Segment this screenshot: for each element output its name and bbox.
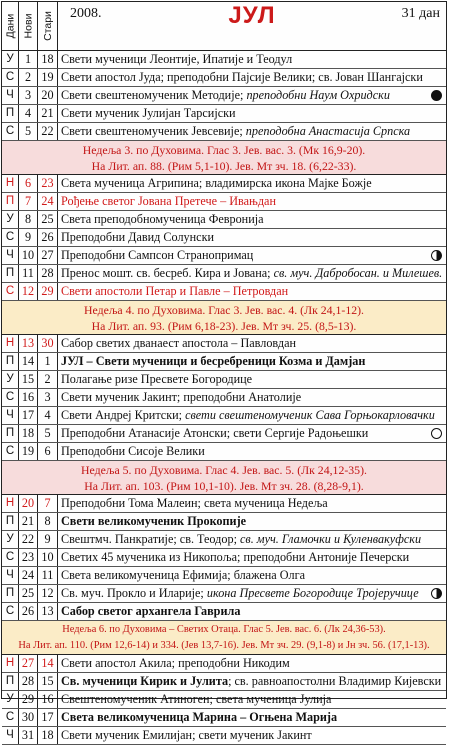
saint-text [58,567,446,584]
day-row [2,353,446,371]
saint-text-part: Сабор светих дванаест апостола – Павловдан [61,336,297,350]
new-date-cell: 15 [19,371,38,388]
old-date-cell: 5 [38,425,58,442]
saint-text-part: преподобни Наум Охридски [246,88,390,102]
day-row [2,567,446,585]
weekday-cell: С [2,443,19,460]
saint-text-part: Преподобни Тома Малеин; света мученица Недеља [61,496,328,510]
weekday-cell: С [2,69,19,86]
new-date-cell: 18 [19,425,38,442]
first-quarter-moon-icon [431,250,442,261]
old-date-cell: 4 [38,407,58,424]
saint-text [58,389,446,406]
weekday-cell: П [2,425,19,442]
day-row [2,229,446,247]
weekday-cell: Ч [2,567,19,584]
saint-text-part: св. муч. Дабробосан. и Милешев. [273,266,443,280]
new-date-cell: 23 [19,549,38,566]
saint-text-part: Св. муч. Прокло и Иларије; [61,586,207,600]
saint-text-part: Свети апостоли Петар и Павле – Петровдан [61,284,289,298]
weekday-cell: С [2,229,19,246]
new-date-cell: 6 [19,175,38,192]
new-date-cell: 21 [19,513,38,530]
saint-text-part: ; св. равноапостолни Владимир Кијевски [228,674,442,688]
weekday-cell: Ч [2,727,19,744]
old-date-cell: 13 [38,603,58,620]
week-readings-line-2: На Лит. ап. 88. (Рим 5,1-10). Јев. Мт зч. 18. (6,22-33). [91,159,357,173]
saint-text [58,691,446,708]
old-date-cell: 26 [38,229,58,246]
day-row [2,87,446,105]
old-style-column-header: Стари [38,2,58,50]
saint-text [58,603,446,620]
new-date-cell: 14 [19,353,38,370]
saint-text-part: Свештеномученик Атиноген; света мученица Јулија [61,692,332,706]
weekday-cell: Н [2,495,19,512]
saint-text-part: Свети мученик Јулијан Тарсијски [61,106,236,120]
new-date-cell: 2 [19,69,38,86]
saint-text [58,513,446,530]
old-date-cell: 7 [38,495,58,512]
new-date-cell: 20 [19,495,38,512]
old-date-cell: 22 [38,123,58,140]
saint-text [58,87,446,104]
new-date-cell: 9 [19,229,38,246]
old-date-cell: 18 [38,727,58,744]
saint-text-part: икона Пресвете Богородице Тројеручице [206,586,419,600]
days-column-header: Дани [2,2,19,50]
day-row [2,175,446,193]
old-date-cell: 6 [38,443,58,460]
week-readings-line-1: Недеља 6. по Духовима – Светих Отаца. Глас 5. Јев. вас. 6. (Лк 24,36-53). [62,624,386,635]
saint-text-part: свети свештеномученик Сава Горњокарловачки [185,408,435,422]
weekday-cell: П [2,193,19,210]
old-date-cell: 10 [38,549,58,566]
week-readings-line-2: На Лит. ап. 93. (Рим 6,18-23). Јев. Мт зч. 25. (8,5-13). [91,319,357,333]
weekday-cell: С [2,603,19,620]
new-date-cell: 27 [19,655,38,672]
old-date-cell: 9 [38,531,58,548]
saint-text-part: Пренос мошт. св. бесреб. Кира и Јована; [61,266,274,280]
weekday-cell: Н [2,655,19,672]
day-row [2,425,446,443]
week-readings-line-1: Недеља 4. по Духовима. Глас 3. Јев. вас. 4. (Лк 24,1-12). [83,303,365,317]
weekday-cell: С [2,389,19,406]
saint-text [58,655,446,672]
weekday-cell: С [2,283,19,300]
week-readings [2,461,446,495]
weekday-cell: П [2,585,19,602]
saint-text [58,585,446,602]
new-date-cell: 29 [19,691,38,708]
last-quarter-moon-icon [431,588,442,599]
new-date-cell: 22 [19,531,38,548]
weekday-cell: У [2,691,19,708]
saint-text-part: Преподобни Атанасије Атонски; свети Сергије Радоњешки [61,426,369,440]
new-date-cell: 5 [19,123,38,140]
day-row [2,371,446,389]
saint-text-part: Св. мученици Кирик и Јулита [61,674,229,688]
day-row [2,105,446,123]
weekday-cell: Ч [2,247,19,264]
saint-text [58,531,446,548]
new-date-cell: 3 [19,87,38,104]
saint-text [58,69,446,86]
day-row [2,69,446,87]
old-date-cell: 20 [38,87,58,104]
day-row [2,389,446,407]
old-date-cell: 14 [38,655,58,672]
new-date-cell: 30 [19,709,38,726]
week-readings-line-2: На Лит. ап. 103. (Рим 10,1-10). Јев. Мт зч. 28. (8,28-9,1). [84,479,364,493]
saint-text-part: Свети апостол Јуда; преподобни Пајсије Велики; св. Јован Шангајски [61,70,423,84]
saint-text-part: Свети свештеномученик Методије; [61,88,247,102]
day-row [2,691,446,709]
old-date-cell: 27 [38,247,58,264]
saint-text-part: Света мученица Агрипина; владимирска икона Мајке Божје [61,176,372,190]
new-date-cell: 11 [19,265,38,282]
day-row [2,247,446,265]
new-date-cell: 10 [19,247,38,264]
new-date-cell: 17 [19,407,38,424]
weekday-cell: П [2,353,19,370]
day-row [2,655,446,673]
new-date-cell: 4 [19,105,38,122]
saint-text-part: Сабор светог архангела Гаврила [61,604,241,618]
weekday-cell: У [2,211,19,228]
weekday-cell: У [2,531,19,548]
saint-text [58,247,446,264]
weekday-cell: У [2,371,19,388]
old-date-cell: 19 [38,69,58,86]
day-row [2,585,446,603]
old-date-cell: 25 [38,211,58,228]
saint-text-part: Свети апостол Акила; преподобни Никодим [61,656,290,670]
old-date-cell: 12 [38,585,58,602]
week-readings [2,301,446,335]
saint-text [58,443,446,460]
day-row [2,407,446,425]
saint-text-part: св. муч. Гламочки и Куленвакуфски [240,532,422,546]
new-date-cell: 26 [19,603,38,620]
saint-text [58,353,446,370]
day-row [2,495,446,513]
month-title: ЈУЛ [228,2,276,29]
new-date-cell: 13 [19,335,38,352]
new-date-cell: 19 [19,443,38,460]
day-row [2,211,446,229]
day-row [2,123,446,141]
saint-text-part: Свети мученик Емилијан; свети мученик Јакинт [61,728,312,742]
new-date-cell: 31 [19,727,38,744]
saint-text [58,673,446,690]
old-date-cell: 17 [38,709,58,726]
new-date-cell: 16 [19,389,38,406]
weekday-cell: Ч [2,407,19,424]
saint-text-part: Светих 45 мученика из Никопоља; преподобни Антоније Печерски [61,550,410,564]
day-row [2,709,446,727]
weekday-cell: Н [2,175,19,192]
day-row [2,727,446,745]
old-date-cell: 16 [38,691,58,708]
saint-text [58,407,446,424]
old-date-cell: 11 [38,567,58,584]
day-row [2,673,446,691]
old-date-cell: 1 [38,353,58,370]
saint-text-part: Преподобни Давид Солунски [61,230,215,244]
old-date-cell: 18 [38,51,58,68]
saint-text-part: преподобна Анастасија Српска [245,124,411,138]
weekday-cell: У [2,51,19,68]
new-moon-icon [431,90,442,101]
week-readings-line-1: Недеља 5. по Духовима. Глас 4. Јев. вас. 5. (Лк 24,12-35). [81,463,367,477]
weekday-cell: Н [2,335,19,352]
new-style-column-header: Нови [19,2,38,50]
old-date-cell: 21 [38,105,58,122]
saint-text-part: Света преподобномученица Февронија [61,212,264,226]
saint-text [58,283,446,300]
saint-text [58,727,446,744]
saint-text-part: Свештмч. Панкратије; св. Теодор; [61,532,240,546]
week-readings-line-2: На Лит. ап. 110. (Рим 12,6-14) и 334. (Јев 13,7-16). Јев. Мт зч. 29. (9,1-8) и Јн зч. 56. (17,1-13). [18,640,430,651]
old-date-cell: 29 [38,283,58,300]
day-row [2,531,446,549]
saint-text [58,709,446,726]
saint-text [58,371,446,388]
saint-text [58,549,446,566]
day-row [2,193,446,211]
old-date-cell: 30 [38,335,58,352]
day-row [2,513,446,531]
weekday-cell: П [2,673,19,690]
saint-text-part: Свети великомученик Прокопије [61,514,247,528]
saint-text-part: Свети мученици Леонтије, Ипатије и Теодул [61,52,293,66]
week-readings [2,141,446,175]
week-readings [2,621,446,655]
saint-text [58,229,446,246]
saint-text-part: Свети мученик Јакинт; преподобни Анатолије [61,390,302,404]
saint-text [58,175,446,192]
new-date-cell: 8 [19,211,38,228]
saint-text-part: Свети Андреј Критски; [61,408,186,422]
full-moon-icon [431,428,442,439]
day-row [2,283,446,301]
calendar-body [2,51,446,745]
day-row [2,51,446,69]
old-date-cell: 23 [38,175,58,192]
old-date-cell: 8 [38,513,58,530]
weekday-cell: С [2,549,19,566]
saint-text-part: Света великомученица Ефимија; блажена Олга [61,568,306,582]
saint-text [58,211,446,228]
old-date-cell: 15 [38,673,58,690]
saint-text [58,335,446,352]
day-row [2,335,446,353]
saint-text [58,495,446,512]
old-date-cell: 3 [38,389,58,406]
saint-text-part: Рођење светог Јована Претече – Ивањдан [61,194,276,208]
week-readings-line-1: Недеља 3. по Духовима. Глас 3. Јев. вас. 3. (Мк 16,9-20). [82,143,366,157]
year-label: 2008. [70,6,102,21]
saint-text [58,425,446,442]
saint-text [58,105,446,122]
old-date-cell: 2 [38,371,58,388]
weekday-cell: П [2,513,19,530]
days-count: 31 дан [401,6,440,21]
saint-text [58,51,446,68]
saint-text-part: Света великомученица Марина – Огњена Марија [61,710,338,724]
saint-text-part: Преподобни Сисоје Велики [61,444,205,458]
saint-text [58,123,446,140]
title-area [58,2,446,50]
weekday-cell: С [2,123,19,140]
weekday-cell: С [2,709,19,726]
day-row [2,443,446,461]
weekday-cell: П [2,265,19,282]
saint-text-part: Преподобни Сампсон Странопримац [61,248,254,262]
old-date-cell: 28 [38,265,58,282]
new-date-cell: 12 [19,283,38,300]
saint-text [58,265,446,282]
day-row [2,549,446,567]
weekday-cell: Ч [2,87,19,104]
saint-text-part: Свети свештеномученик Јевсевије; [61,124,246,138]
calendar-page [1,1,447,742]
day-row [2,265,446,283]
new-date-cell: 28 [19,673,38,690]
new-date-cell: 1 [19,51,38,68]
saint-text [58,193,446,210]
calendar-header [2,2,446,51]
saint-text-part: ЈУЛ – Свети мученици и бесребреници Козма и Дамјан [61,354,366,368]
day-row [2,603,446,621]
saint-text-part: Полагање ризе Пресвете Богородице [61,372,253,386]
new-date-cell: 7 [19,193,38,210]
weekday-cell: П [2,105,19,122]
new-date-cell: 24 [19,567,38,584]
old-date-cell: 24 [38,193,58,210]
new-date-cell: 25 [19,585,38,602]
